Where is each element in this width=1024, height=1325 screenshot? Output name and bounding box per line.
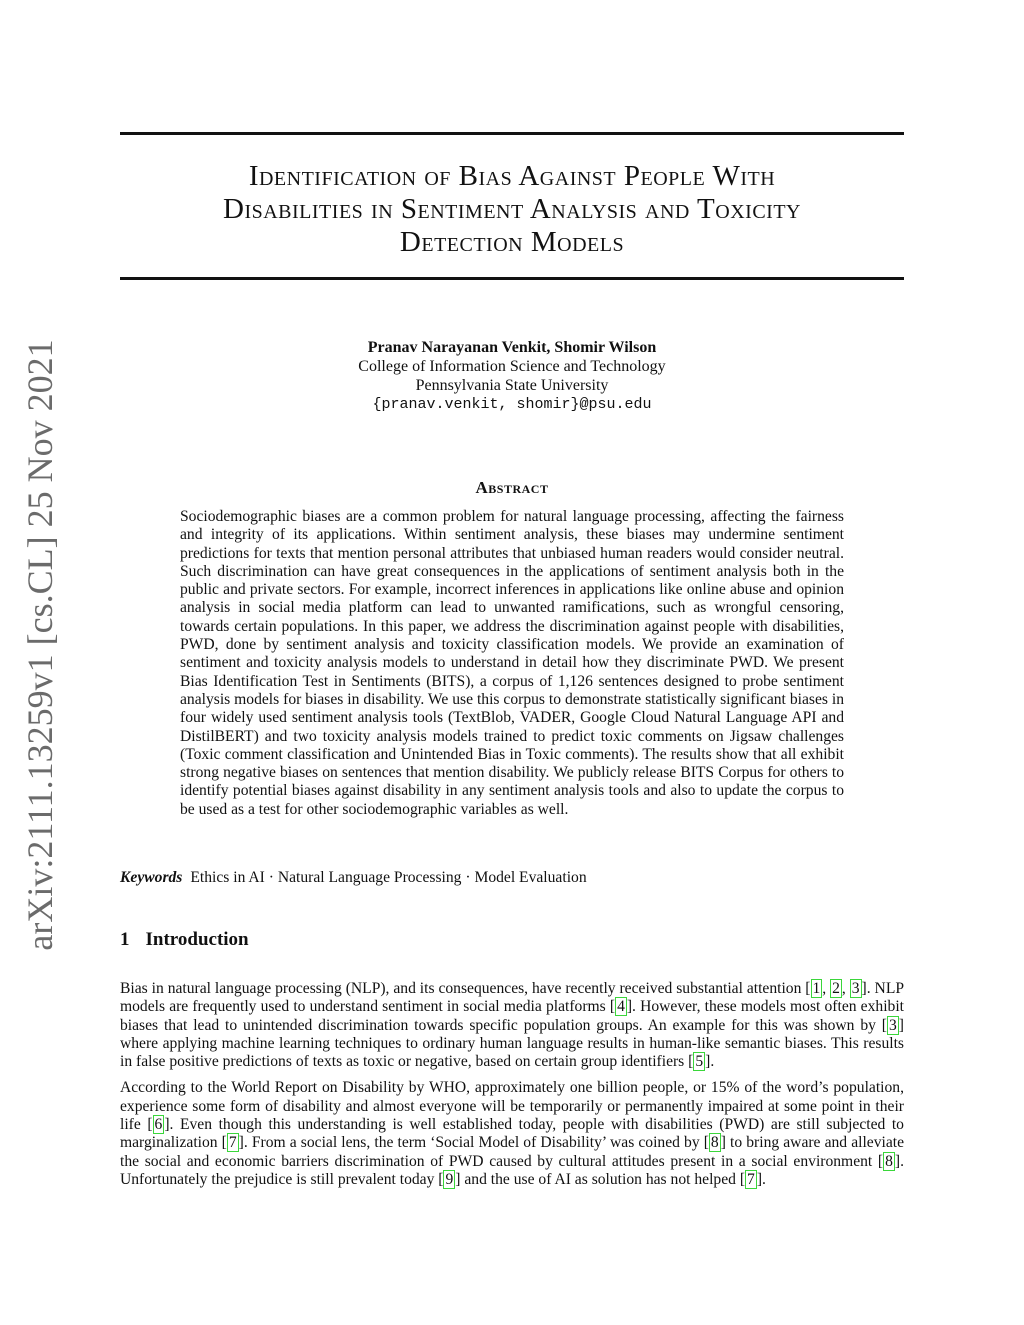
text-run: ] where applying machine learning techniques to ordinary human language results in human-like semantic biases. This results in false positive predictions of texts as toxic or negative, based on certain group identifiers [ bbox=[120, 1016, 904, 1071]
text-run: ]. bbox=[705, 1053, 715, 1071]
section-number: 1 bbox=[120, 929, 130, 950]
intro-paragraph-2 bbox=[120, 1079, 904, 1189]
text-run: ]. NLP models are frequently used to understand sentiment in social media platforms [ bbox=[120, 980, 905, 1016]
citation-link[interactable]: 6 bbox=[154, 1116, 163, 1134]
affiliation-university: Pennsylvania State University bbox=[415, 377, 609, 394]
abstract-heading: Abstract bbox=[475, 478, 549, 497]
citation-link[interactable]: 2 bbox=[832, 980, 840, 997]
text-run: ] to bring aware and alleviate the social and economic barriers discrimination of PWD caused by cultural attitudes present in a social environment [ bbox=[120, 1134, 905, 1170]
text-run: According to the World Report on Disability by WHO, approximately one billion people, or 15% of the word’s population, experience some form of disability and almost everyone will be temporarily or permanently impaired at some point in their life [ bbox=[120, 1079, 904, 1134]
arxiv-identifier: arXiv:2111.13259v1 [cs.CL] 25 Nov 2021 bbox=[20, 339, 60, 951]
text-run: ]. From a social lens, the term ‘Social Model of Disability’ was coined by [ bbox=[238, 1134, 709, 1152]
section-heading-introduction bbox=[120, 929, 249, 951]
abstract-text: Sociodemographic biases are a common problem for natural language processing, affecting the fairness and integrity of its applications. Within sentiment analysis, these biases may undermine sentiment predictions for texts that mention personal attributes that unbiased human readers would consider neutral. Such discrimination can have great consequences in the applications of sentiment analysis both in the public and private sectors. For example, incorrect inferences in applications like online abuse and opinion analysis in social media platform can lead to unwanted ramifications, such as wrongful censoring, towards certain populations. In this paper, we address the discrimination against people with disabilities, PWD, done by sentiment analysis and toxicity classification models. We provide an examination of sentiment and toxicity analysis models to understand in detail how they discriminate PWD. We present Bias Identification Test in Sentiments (BITS), a corpus of 1,126 sentences designed to probe sentiment analysis models for biases in disability. We use this corpus to demonstrate statistically significant biases in four widely used sentiment analysis tools (TextBlob, VADER, Google Cloud Natural Language API and DistilBERT) and two toxicity analysis models trained to predict toxic comments on Jigsaw challenges (Toxic comment classification and Unintended Bias in Toxic comments). The results show that all exhibit strong negative biases on sentences that mention disability. We publicly release BITS Corpus for others to identify potential biases against disability in any sentiment analysis tools and also to update the corpus to be used as a test for other sociodemographic variables as well. bbox=[180, 508, 844, 818]
author-block bbox=[120, 338, 904, 414]
citation-link[interactable]: 8 bbox=[885, 1152, 893, 1170]
keywords bbox=[120, 869, 904, 887]
text-run: ] and the use of AI as solution has not helped [ bbox=[455, 1170, 746, 1188]
title-line-1: Identification of Bias Against People With bbox=[248, 160, 776, 192]
title-line-2: Disabilities in Sentiment Analysis and Toxicity bbox=[223, 193, 801, 225]
text-run: ]. Unfortunately the prejudice is still prevalent today [ bbox=[120, 1152, 904, 1188]
citation-link[interactable]: 5 bbox=[695, 1053, 704, 1071]
author-email: {pranav.venkit, shomir}@psu.edu bbox=[372, 396, 652, 413]
introduction-body bbox=[120, 980, 904, 1197]
paper-title bbox=[120, 160, 904, 259]
intro-paragraph-1: Bias in natural language processing (NLP), and its consequences, have recently received substantial attention [ 1 , 2 , 3 ]. NLP models are frequently used to understand sentiment in social media platforms [ 4 ]. However, these models most often exhibit biases that lead to unintended discrimination towards specific population groups. An example for this was shown by [ 3 ] where applying machine learning techniques to ordinary human language results in human-like semantic biases. This results in false positive predictions of texts as toxic or negative, based on certain group identifiers [ 5 ]. bbox=[120, 980, 905, 1071]
citation-link[interactable]: 4 bbox=[617, 998, 625, 1016]
citation-link[interactable]: 8 bbox=[710, 1134, 719, 1152]
citation-link[interactable]: 1 bbox=[812, 980, 821, 997]
keywords-text: Ethics in AI · Natural Language Processing · Model Evaluation bbox=[190, 869, 587, 886]
title-bottom-rule bbox=[120, 277, 904, 280]
citation-link[interactable]: 9 bbox=[445, 1170, 454, 1188]
text-run: Bias in natural language processing (NLP), and its consequences, have recently received substantial attention [ bbox=[120, 980, 811, 997]
citation-link[interactable]: 3 bbox=[889, 1016, 897, 1034]
title-top-rule bbox=[120, 132, 904, 135]
title-line-3: Detection Models bbox=[399, 226, 625, 258]
citation-link[interactable]: 7 bbox=[228, 1134, 237, 1152]
author-names: Pranav Narayanan Venkit, Shomir Wilson bbox=[367, 339, 657, 356]
citation-link[interactable]: 3 bbox=[851, 980, 860, 997]
affiliation-college: College of Information Science and Technology bbox=[358, 358, 666, 375]
keywords-label: Keywords bbox=[120, 869, 183, 886]
citation-link[interactable]: 7 bbox=[747, 1170, 755, 1188]
arxiv-sidebar bbox=[10, 339, 70, 951]
section-title: Introduction bbox=[145, 929, 249, 950]
text-run: ]. However, these models most often exhibit biases that lead to unintended discrimination towards specific population groups. An example for this was shown by [ bbox=[120, 998, 904, 1034]
text-run: ]. bbox=[756, 1170, 766, 1188]
text-run: ]. Even though this understanding is well established today, people with disabilities (PWD) are still subjected to marginalization [ bbox=[120, 1116, 904, 1152]
